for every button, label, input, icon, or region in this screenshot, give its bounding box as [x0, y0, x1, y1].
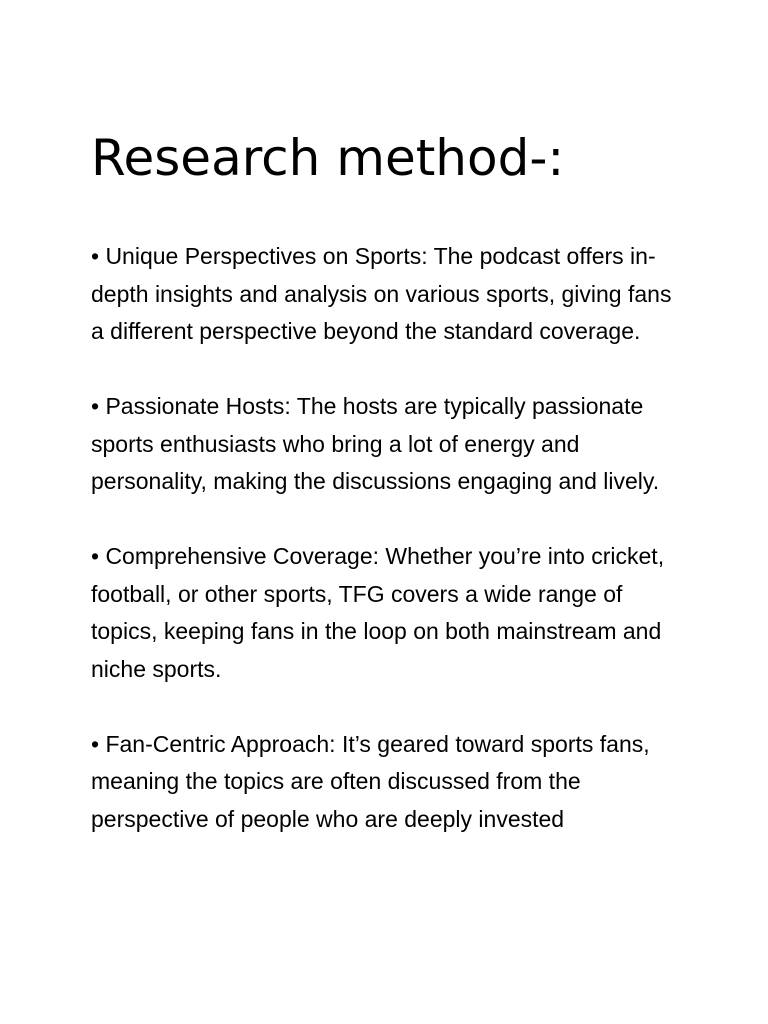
paragraph-comprehensive-coverage: • Comprehensive Coverage: Whether you’re into cricket, football, or other sports, TFG covers a wide range of topics, keeping fans in the loop on both mainstream and niche sports. [91, 543, 665, 682]
document-page [91, 128, 691, 876]
paragraph-unique-perspectives: • Unique Perspectives on Sports: The podcast offers in-depth insights and analysis on various sports, giving fans a different perspective beyond the standard coverage. [91, 243, 672, 344]
paragraph-fan-centric-approach: • Fan-Centric Approach: It’s geared toward sports fans, meaning the topics are often discussed from the perspective of people who are deeply invested [91, 730, 650, 832]
paragraph-passionate-hosts: • Passionate Hosts: The hosts are typically passionate sports enthusiasts who bring a lot of energy and personality, making the discussions engaging and lively. [91, 393, 660, 494]
page-title: Research method-: [91, 129, 565, 187]
